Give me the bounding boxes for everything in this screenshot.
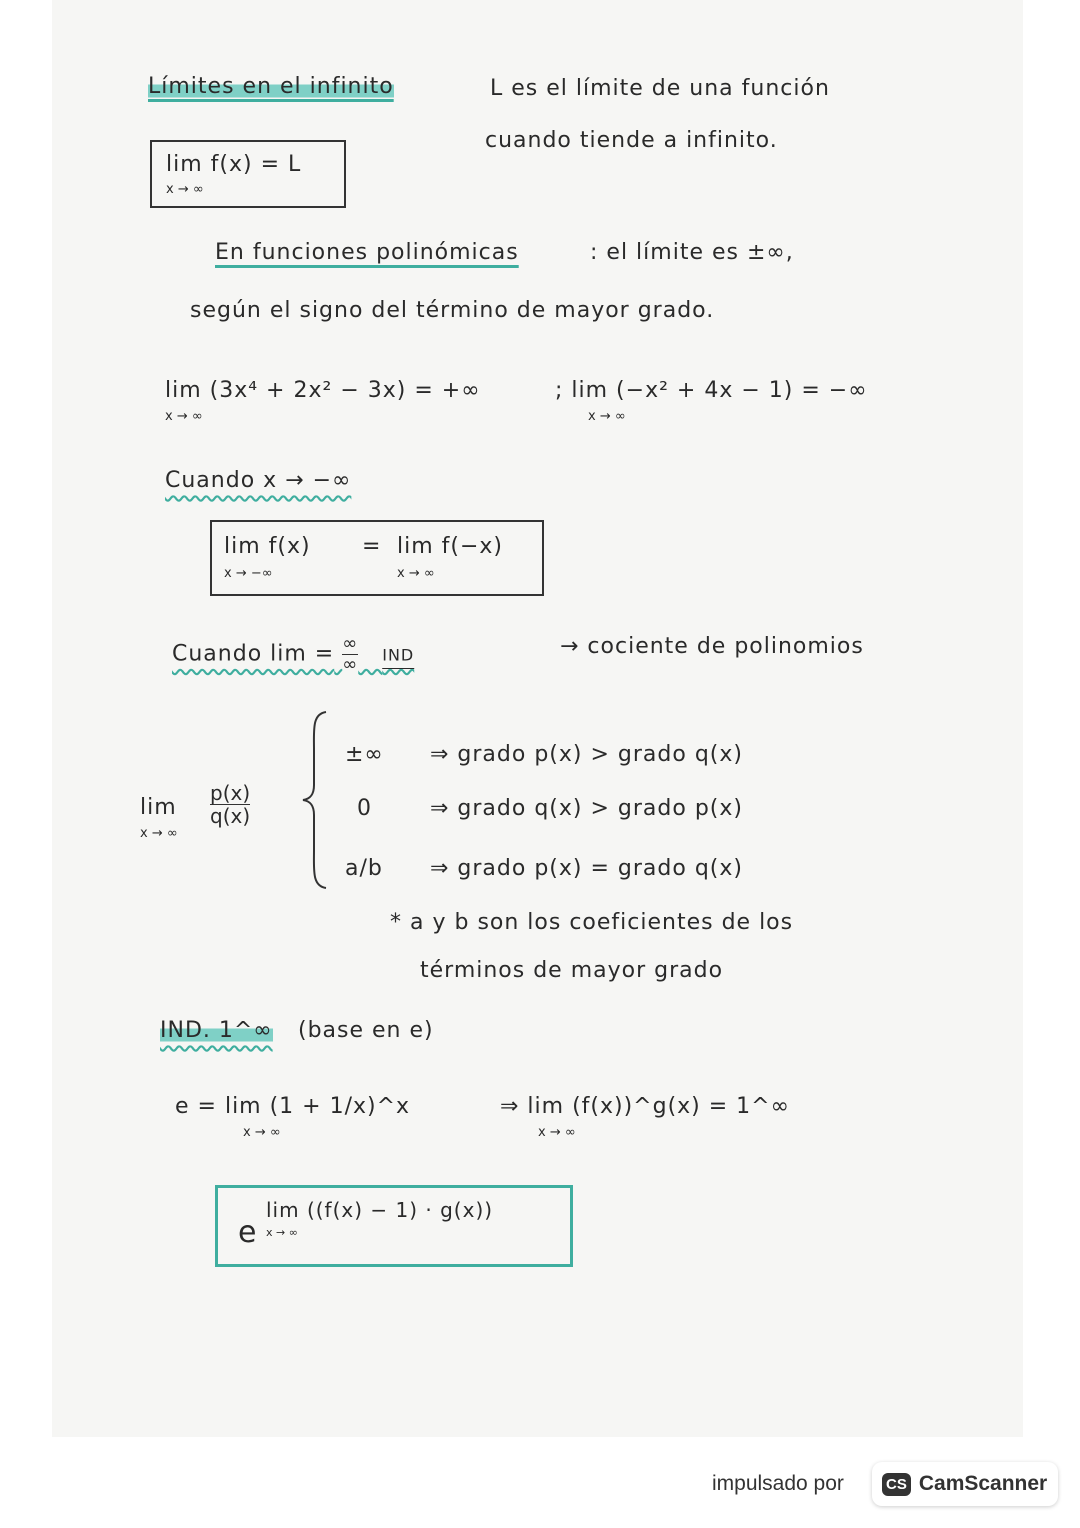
definition-line1: L es el límite de una función	[490, 76, 830, 101]
limit-definition-box	[150, 140, 346, 208]
note-line2: términos de mayor grado	[420, 958, 724, 983]
case-value: a/b	[345, 856, 383, 881]
case-value: 0	[357, 796, 372, 821]
quotient-lim: lim	[140, 795, 177, 820]
polynomial-rule-line2: según el signo del término de mayor grado.	[190, 298, 715, 323]
fraction-den: ∞	[342, 653, 359, 675]
fraction-num: ∞	[342, 633, 359, 654]
quotient-note: → cociente de polinomios	[560, 634, 864, 659]
limit-subscript: x → ∞	[166, 182, 204, 197]
result-formula-box	[215, 1185, 573, 1267]
section-title-quotient	[172, 634, 414, 675]
camscanner-badge	[872, 1462, 1058, 1506]
infinity-fraction	[342, 634, 358, 675]
section-title-ind-1-inf: IND. 1^∞	[160, 1018, 273, 1043]
example-1-subscript: x → ∞	[165, 409, 203, 424]
section-title-minus-infinity: Cuando x → −∞	[165, 468, 352, 493]
box-left-subscript: x → −∞	[224, 566, 273, 581]
watermark-text: impulsado por	[712, 1472, 844, 1495]
case-rule: ⇒ grado p(x) > grado q(x)	[430, 742, 743, 767]
minus-infinity-box	[210, 520, 544, 596]
section-title-limits-infinity: Límites en el infinito	[148, 74, 394, 99]
e-exponent: lim ((f(x) − 1) · g(x))	[266, 1198, 494, 1222]
e-base: e	[238, 1215, 258, 1250]
p-over-q	[210, 782, 250, 827]
e-exponent-subscript: x → ∞	[266, 1226, 298, 1239]
base-e-note: (base en e)	[298, 1018, 434, 1043]
case-rule: ⇒ grado q(x) > grado p(x)	[430, 796, 743, 821]
box-right-subscript: x → ∞	[397, 566, 435, 581]
brace	[300, 710, 330, 890]
one-inf-form: ⇒ lim (f(x))^g(x) = 1^∞	[500, 1094, 790, 1119]
example-2-subscript: x → ∞	[588, 409, 626, 424]
section-title-polynomials: En funciones polinómicas	[215, 240, 519, 265]
definition-line2: cuando tiende a infinito.	[485, 128, 778, 153]
denominator: q(x)	[210, 804, 251, 828]
polynomial-rule: : el límite es ±∞,	[590, 240, 794, 265]
case-rule: ⇒ grado p(x) = grado q(x)	[430, 856, 743, 881]
camscanner-logo-icon: CS	[882, 1473, 911, 1496]
camscanner-brand: CamScanner	[918, 1472, 1048, 1495]
one-inf-subscript: x → ∞	[538, 1125, 576, 1140]
quotient-lim-subscript: x → ∞	[140, 826, 178, 841]
numerator: p(x)	[210, 781, 251, 805]
quotient-title-text: Cuando lim =	[172, 641, 335, 667]
limit-formula: lim f(x) = L	[166, 152, 302, 177]
e-definition: e = lim (1 + 1/x)^x	[175, 1094, 411, 1119]
note-line1: * a y b son los coeficientes de los	[390, 910, 794, 935]
box-right: lim f(−x)	[397, 534, 504, 559]
box-equals: =	[362, 534, 382, 559]
e-definition-subscript: x → ∞	[243, 1125, 281, 1140]
box-left: lim f(x)	[224, 534, 311, 559]
example-1: lim (3x⁴ + 2x² − 3x) = +∞	[165, 378, 481, 403]
example-2: ; lim (−x² + 4x − 1) = −∞	[555, 378, 868, 403]
ind-label: IND	[382, 645, 415, 665]
case-value: ±∞	[345, 742, 384, 767]
